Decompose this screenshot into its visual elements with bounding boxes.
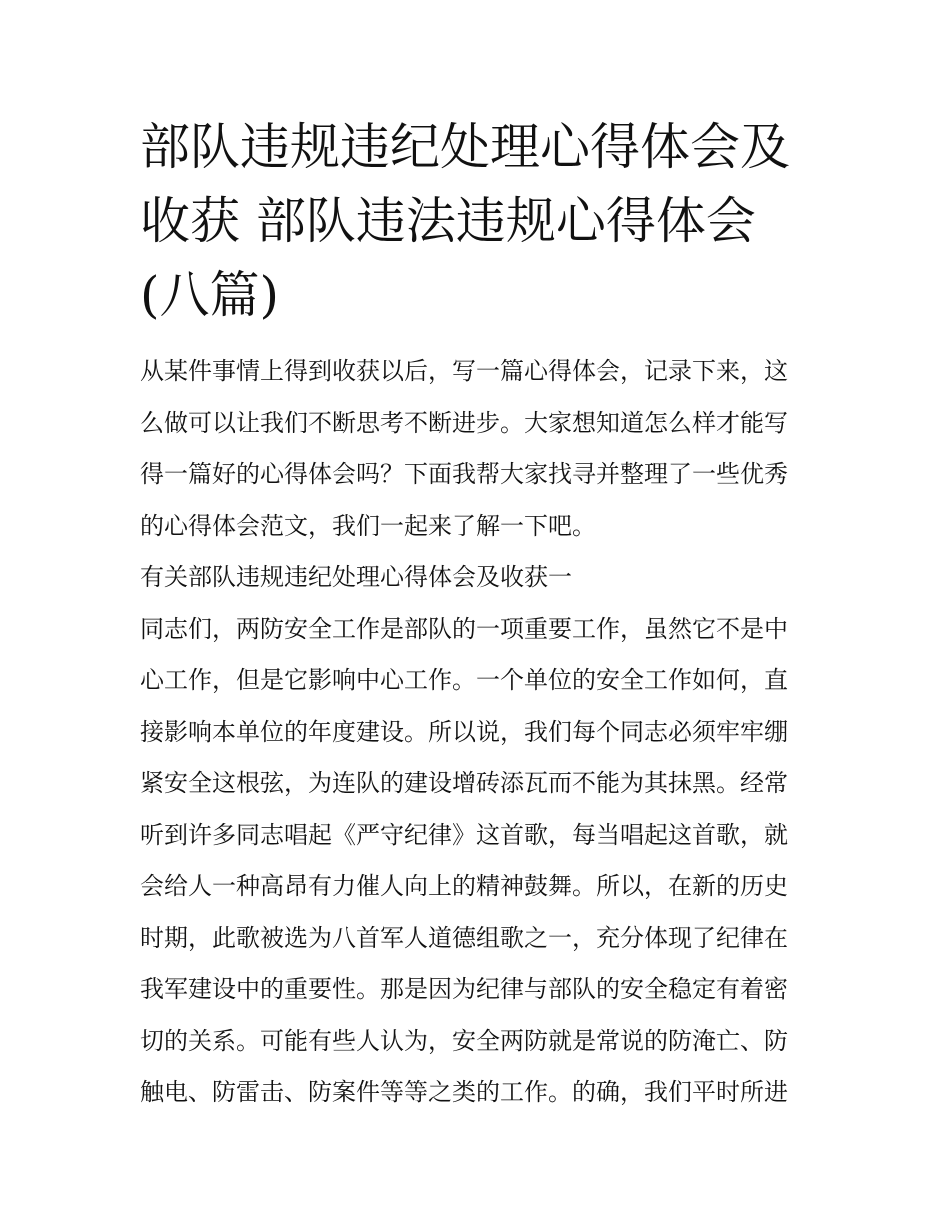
intro-paragraph: [140, 346, 812, 552]
text-line: 会给人一种高昂有力催人向上的精神鼓舞。所以，在新的历史: [140, 872, 788, 900]
text-line: 的心得体会范文，我们一起来了解一下吧。: [140, 511, 596, 540]
text-line: 我军建设中的重要性。那是因为纪律与部队的安全稳定有着密: [140, 975, 788, 1003]
text-line: 触电、防雷击、防案件等等之类的工作。的确，我们平时所进: [140, 1078, 788, 1106]
text-line: 同志们，两防安全工作是部队的一项重要工作，虽然它不是中: [140, 614, 788, 643]
body-paragraph: [140, 604, 812, 1119]
document-title: [140, 110, 812, 332]
text-line: 听到许多同志唱起《严守纪律》这首歌，每当唱起这首歌，就: [140, 820, 788, 849]
text-line: 从某件事情上得到收获以后，写一篇心得体会，记录下来，这: [140, 357, 788, 385]
title-line: (八篇): [140, 266, 280, 324]
text-line: 么做可以让我们不断思考不断进步。大家想知道怎么样才能写: [140, 408, 788, 437]
text-line: 紧安全这根弦，为连队的建设增砖添瓦而不能为其抹黑。经常: [140, 769, 788, 797]
text-line: 接影响本单位的年度建设。所以说，我们每个同志必须牢牢绷: [140, 717, 788, 746]
section-heading: [140, 552, 812, 604]
text-line: 有关部队违规违纪处理心得体会及收获一: [140, 563, 572, 591]
text-line: 切的关系。可能有些人认为，安全两防就是常说的防淹亡、防: [140, 1026, 788, 1055]
text-line: 得一篇好的心得体会吗？下面我帮大家找寻并整理了一些优秀: [140, 460, 788, 488]
text-line: 时期，此歌被选为八首军人道德组歌之一，充分体现了纪律在: [140, 923, 788, 952]
text-line: 心工作，但是它影响中心工作。一个单位的安全工作如何，直: [140, 666, 788, 694]
title-line: 收获 部队违法违规心得体会: [140, 192, 756, 250]
document-page: [140, 110, 812, 1119]
title-line: 部队违规违纪处理心得体会及: [140, 118, 790, 176]
